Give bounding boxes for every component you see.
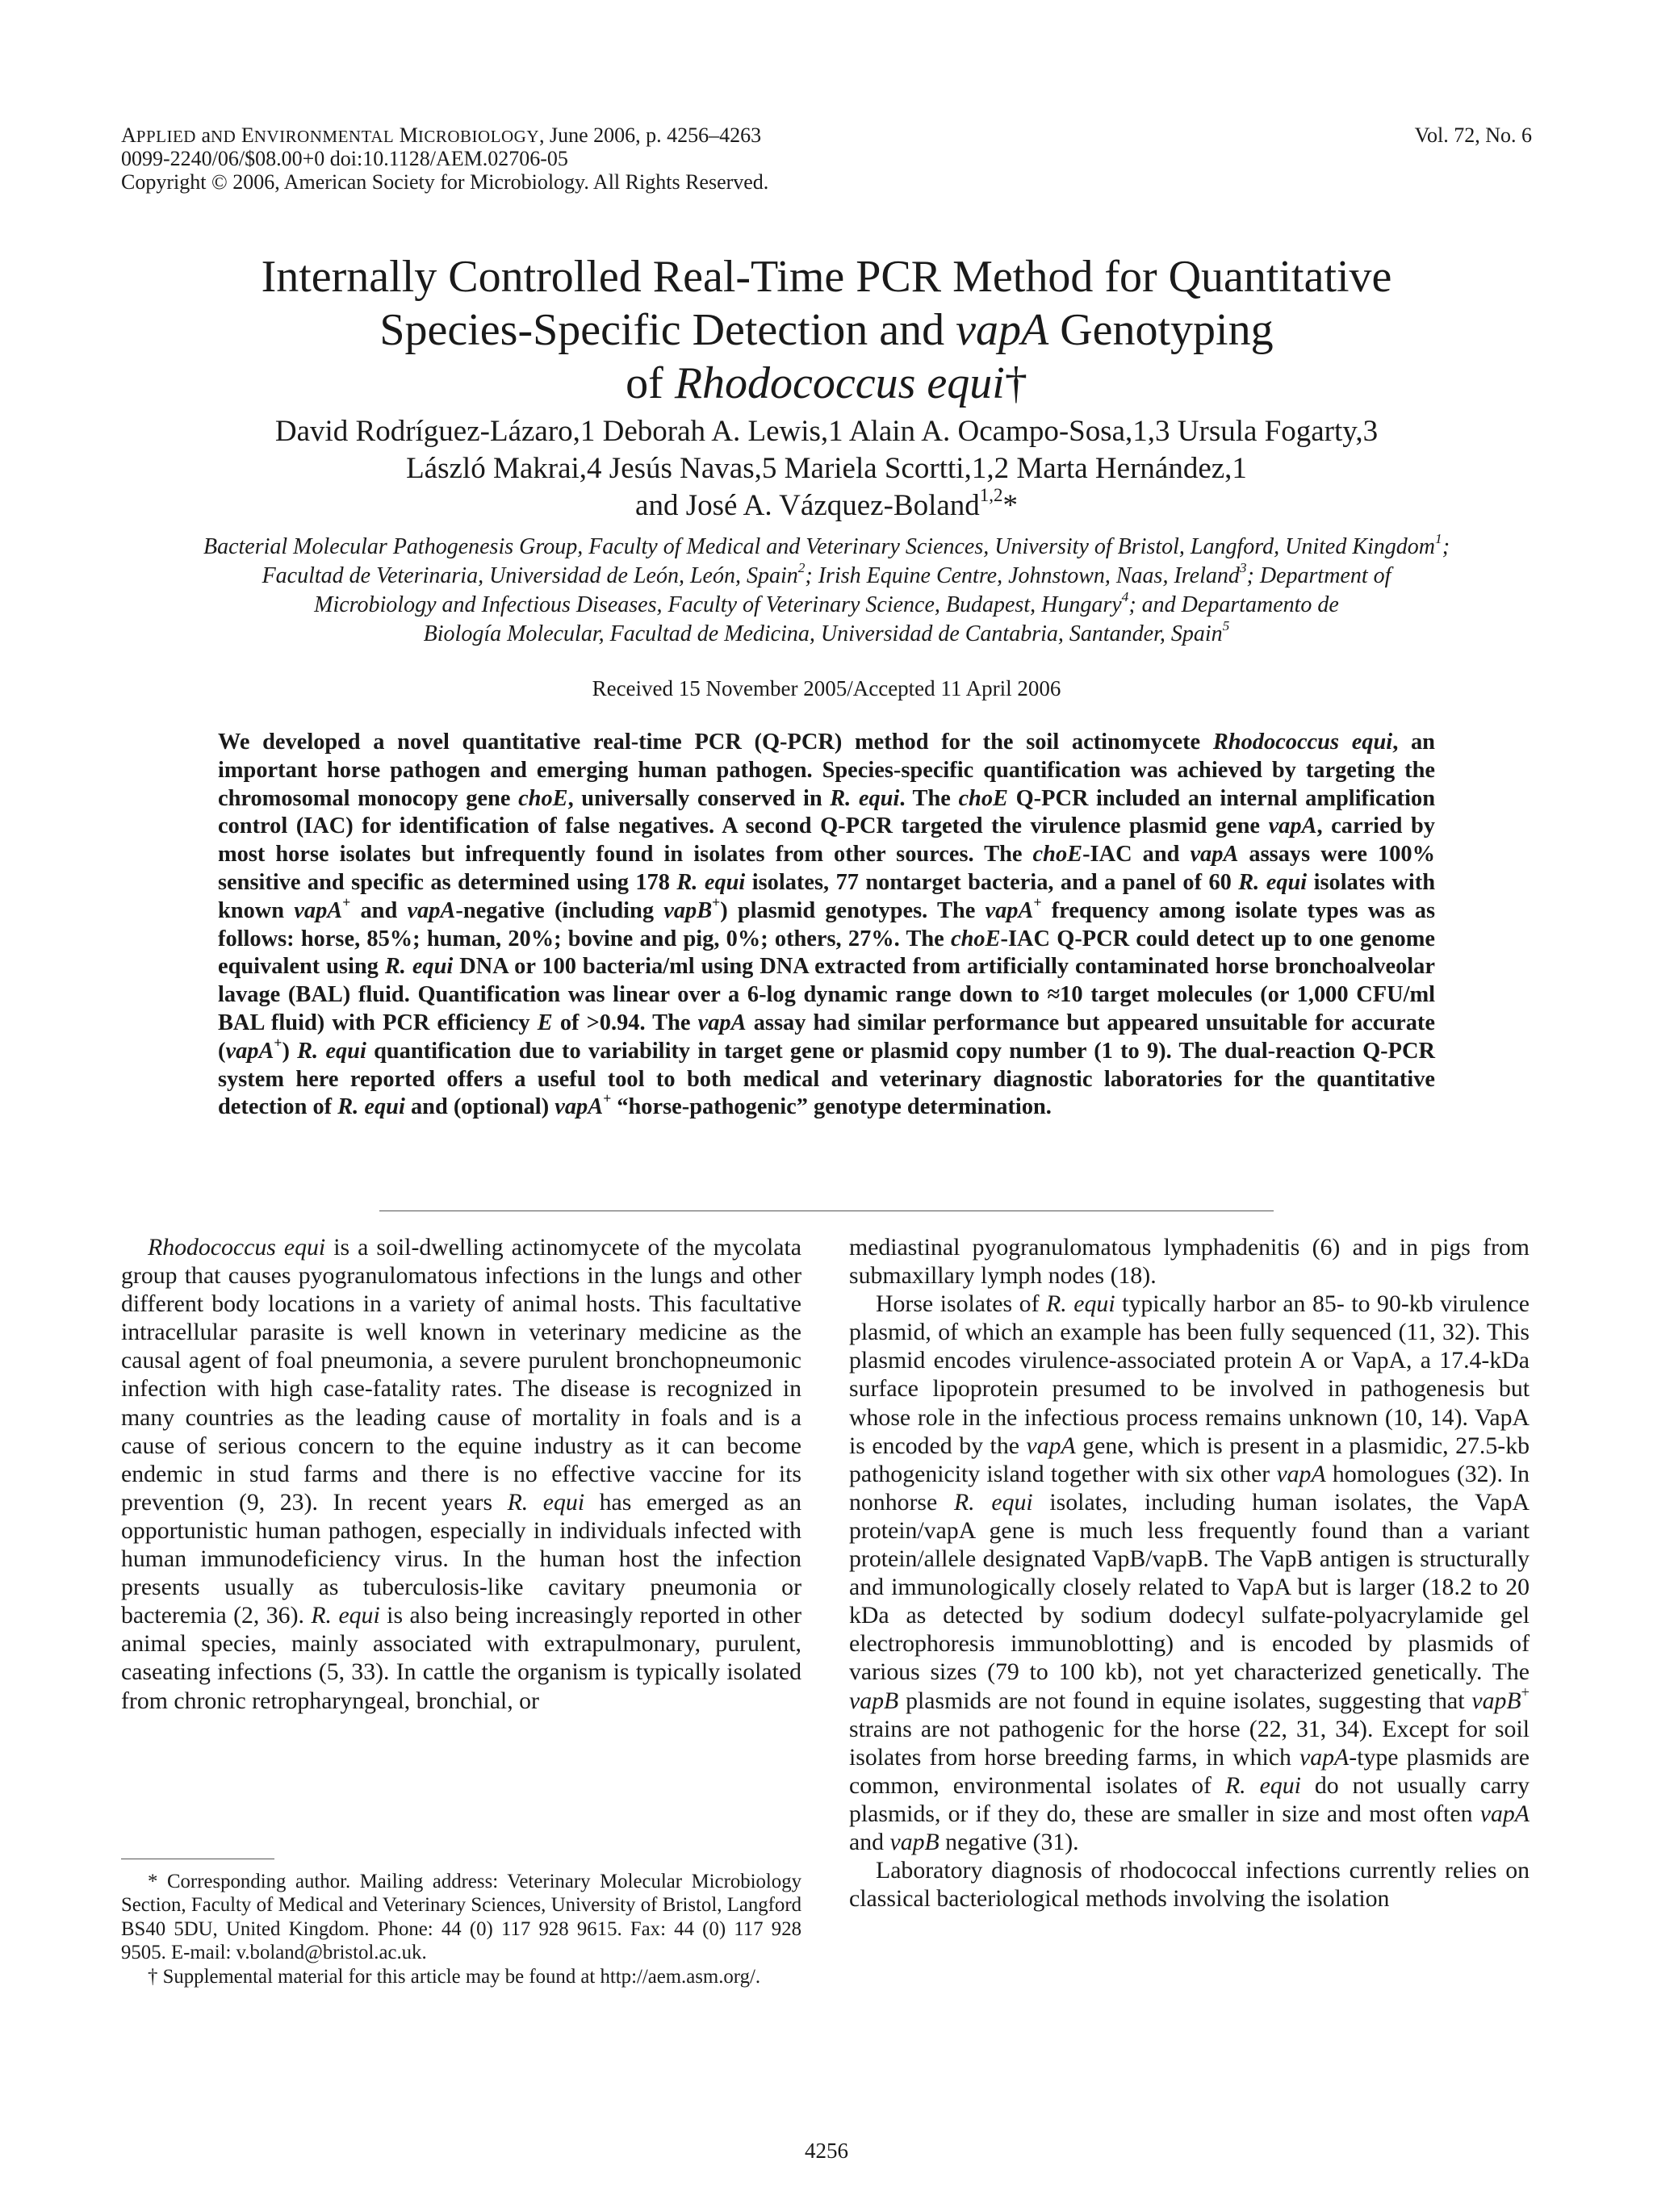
body-line: protein/allele designated VapB/vapB. The VapB antigen is structurally: [849, 1545, 1530, 1573]
body-line: human immunodeficiency virus. In the human host the infection: [121, 1545, 801, 1573]
issn-doi: 0099-2240/06/$08.00+0 doi:10.1128/AEM.02706-05: [121, 147, 568, 170]
abstract-line: equivalent using R. equi DNA or 100 bacteria/ml using DNA extracted from artificially contaminated horse bronchoalveolar: [218, 954, 1435, 980]
abstract-line: BAL fluid) with PCR efficiency E of >0.94. The vapA assay had similar performance but appeared unsuitable for accurate: [218, 1010, 1435, 1035]
abstract-line: lavage (BAL) fluid. Quantification was linear over a 6-log dynamic range down to ≈10 target molecules (or 1,000 CFU/ml: [218, 982, 1435, 1008]
abstract-line: detection of R. equi and (optional) vapA+ “horse-pathogenic” genotype determination.: [218, 1090, 1052, 1120]
body-line: common, environmental isolates of R. equi do not usually carry: [849, 1771, 1530, 1799]
abstract-line: chromosomal monocopy gene choE, universally conserved in R. equi. The choE Q-PCR included an internal amplification: [218, 785, 1436, 811]
body-line: bacteremia (2, 36). R. equi is also being increasingly reported in other: [121, 1602, 802, 1629]
body-line: whose role in the infectious process remains unknown (10, 14). VapA: [849, 1403, 1530, 1431]
body-line: prevention (9, 23). In recent years R. equi has emerged as an: [121, 1488, 801, 1516]
running-header-journal: [121, 124, 761, 148]
copyright-notice: Copyright © 2006, American Society for Microbiology. All Rights Reserved.: [121, 170, 769, 194]
abstract-line: important horse pathogen and emerging human pathogen. Species-specific quantification was achieved by targeting the: [218, 757, 1435, 783]
author-line: László Makrai,4 Jesús Navas,5 Mariela Scortti,1,2 Marta Hernández,1: [406, 452, 1247, 485]
body-line: plasmids, or if they do, these are smaller in size and most often vapA: [849, 1800, 1530, 1827]
body-line: mediastinal pyogranulomatous lymphadenitis (6) and in pigs from: [849, 1234, 1530, 1261]
body-line: nonhorse R. equi isolates, including human isolates, the VapA: [849, 1488, 1530, 1516]
body-line: classical bacteriological methods involving the isolation: [849, 1885, 1390, 1913]
body-line: many countries as the leading cause of mortality in foals and is a: [121, 1403, 801, 1431]
footnote-line: BS40 5DU, United Kingdom. Phone: 44 (0) 117 928 9615. Fax: 44 (0) 117 928: [121, 1917, 801, 1940]
abstract-line: most horse isolates but infrequently found in isolates from other sources. The choE-IAC and vapA assays were 100%: [218, 842, 1436, 868]
author-line: David Rodríguez-Lázaro,1 Deborah A. Lewis,1 Alain A. Ocampo-Sosa,1,3 Ursula Fogarty,3: [274, 415, 1379, 448]
title-line: of Rhodococcus equi†: [626, 358, 1027, 408]
body-line: animal species, mainly associated with extrapulmonary, purulent,: [121, 1630, 801, 1658]
affiliations: [121, 530, 1532, 649]
abstract-line: follows: horse, 85%; human, 20%; bovine and pig, 0%; others, 27%. The choE-IAC Q-PCR could detect up to one genome: [218, 926, 1435, 951]
body-line: Horse isolates of R. equi typically harbor an 85- to 90-kb virulence: [876, 1290, 1530, 1318]
body-line: infection with high case-fatality rates. The disease is recognized in: [121, 1375, 801, 1403]
body-line: cause of serious concern to the equine industry as it can become: [121, 1432, 801, 1459]
affiliation-line: Facultad de Veterinaria, Universidad de León, León, Spain$^2$; Irish Equine Centre, Johnstown, Naas, Ireland$^3$; Department of: [262, 559, 1391, 588]
abstract-line: We developed a novel quantitative real-time PCR (Q-PCR) method for the soil actinomycete Rhodococcus equi, an: [218, 730, 1435, 755]
abstract-line: (vapA+) R. equi quantification due to variability in target gene or plasmid copy number (1 to 9). The dual-reaction Q-PCR: [218, 1034, 1435, 1064]
body-line: causal agent of foal pneumonia, a severe purulent bronchopneumonic: [121, 1347, 801, 1374]
body-line: Laboratory diagnosis of rhodococcal infections currently relies on: [876, 1857, 1530, 1884]
title-line: Internally Controlled Real-Time PCR Method for Quantitative: [261, 252, 1392, 302]
abstract-line: known vapA+ and vapA-negative (including vapB+) plasmid genotypes. The vapA+ frequency among isolate types was as: [218, 893, 1435, 923]
body-line: opportunistic human pathogen, especially in individuals infected with: [121, 1516, 801, 1544]
body-column-left: [121, 1233, 801, 1715]
body-line: electrophoresis immunoblotting) and is encoded by plasmids of: [849, 1630, 1530, 1658]
body-line: and immunologically closely related to VapA but is larger (18.2 to 20: [849, 1574, 1530, 1601]
body-line: presents usually as tuberculosis-like cavitary pneumonia or: [121, 1574, 801, 1601]
body-line: from chronic retropharyngeal, bronchial, or: [121, 1687, 539, 1714]
body-line: plasmid, of which an example has been fully sequenced (11, 32). This: [849, 1319, 1530, 1346]
body-line: Rhodococcus equi is a soil-dwelling actinomycete of the mycolata: [148, 1234, 801, 1261]
abstract-line: system here reported offers a useful tool to both medical and veterinary diagnostic laboratories for the quantitative: [218, 1066, 1435, 1092]
body-line: submaxillary lymph nodes (18).: [849, 1262, 1157, 1290]
abstract: [218, 729, 1435, 1122]
body-line: group that causes pyogranulomatous infections in the lungs and other: [121, 1262, 801, 1290]
body-line: is encoded by the vapA gene, which is present in a plasmidic, 27.5-kb: [849, 1432, 1530, 1459]
article-title: [121, 250, 1532, 410]
journal-date-pages: , June 2006, p. 4256–4263: [539, 123, 762, 147]
body-line: plasmid encodes virulence-associated protein A or VapA, a 17.4-kDa: [849, 1347, 1530, 1374]
author-line: and José A. Vázquez-Boland$^{1,2}$*: [635, 484, 1018, 522]
body-line: and vapB negative (31).: [849, 1828, 1079, 1855]
title-line: Species-Specific Detection and vapA Genotyping: [379, 305, 1274, 355]
body-line: endemic in stud farms and there is no effective vaccine for its: [121, 1460, 801, 1487]
author-list: [121, 413, 1532, 525]
body-line: caseating infections (5, 33). In cattle the organism is typically isolated: [121, 1658, 801, 1686]
affiliation-line: Biología Molecular, Facultad de Medicina, Universidad de Cantabria, Santander, Spain$^5$: [423, 617, 1230, 646]
volume-issue: Vol. 72, No. 6: [1414, 123, 1532, 147]
body-line: pathogenicity island together with six other vapA homologues (32). In: [849, 1460, 1530, 1487]
received-accepted-dates: Received 15 November 2005/Accepted 11 April 2006: [592, 676, 1061, 700]
page-number: 4256: [805, 2139, 848, 2163]
abstract-line: sensitive and specific as determined using 178 R. equi isolates, 77 nontarget bacteria, and a panel of 60 R. equi isolates with: [218, 869, 1435, 895]
body-line: kDa as detected by sodium dodecyl sulfate-polyacrylamide gel: [849, 1602, 1530, 1629]
body-line: surface lipoprotein presumed to be involved in pathogenesis but: [849, 1375, 1530, 1403]
journal-name: APPLIED aND ENVIRONMENTAL MICROBIOLOGY: [121, 123, 540, 147]
body-line: different body locations in a variety of animal hosts. This facultative: [121, 1290, 801, 1318]
footnote-line: 9505. E-mail: v.boland@bristol.ac.uk.: [121, 1942, 427, 1964]
body-line: protein/vapA gene is much less frequently found than a variant: [849, 1516, 1530, 1544]
body-line: strains are not pathogenic for the horse (22, 31, 34). Except for soil: [849, 1715, 1530, 1742]
footnote-line: † Supplemental material for this article may be found at http://aem.asm.org/.: [148, 1965, 761, 1988]
affiliation-line: Bacterial Molecular Pathogenesis Group, Faculty of Medical and Veterinary Sciences, University of Bristol, Langford, United Kingdom$^1$;: [203, 530, 1450, 559]
body-line: intracellular parasite is well known in veterinary medicine as the: [121, 1319, 801, 1346]
footnote-line: * Corresponding author. Mailing address: Veterinary Molecular Microbiology: [148, 1871, 801, 1892]
abstract-line: control (IAC) for identification of false negatives. A second Q-PCR targeted the virulence plasmid gene vapA, carried by: [218, 813, 1436, 839]
body-column-right: [849, 1233, 1530, 1913]
body-line: various sizes (79 to 100 kb), not yet characterized genetically. The: [849, 1658, 1530, 1686]
footnote-line: Section, Faculty of Medical and Veterinary Sciences, University of Bristol, Langford: [121, 1894, 801, 1917]
body-line: vapB plasmids are not found in equine isolates, suggesting that vapB+: [849, 1683, 1530, 1714]
footnotes: [121, 1870, 801, 1988]
affiliation-line: Microbiology and Infectious Diseases, Faculty of Veterinary Science, Budapest, Hungary$^4$; and Departamento de: [314, 588, 1339, 617]
body-line: isolates from horse breeding farms, in which vapA-type plasmids are: [849, 1743, 1530, 1771]
